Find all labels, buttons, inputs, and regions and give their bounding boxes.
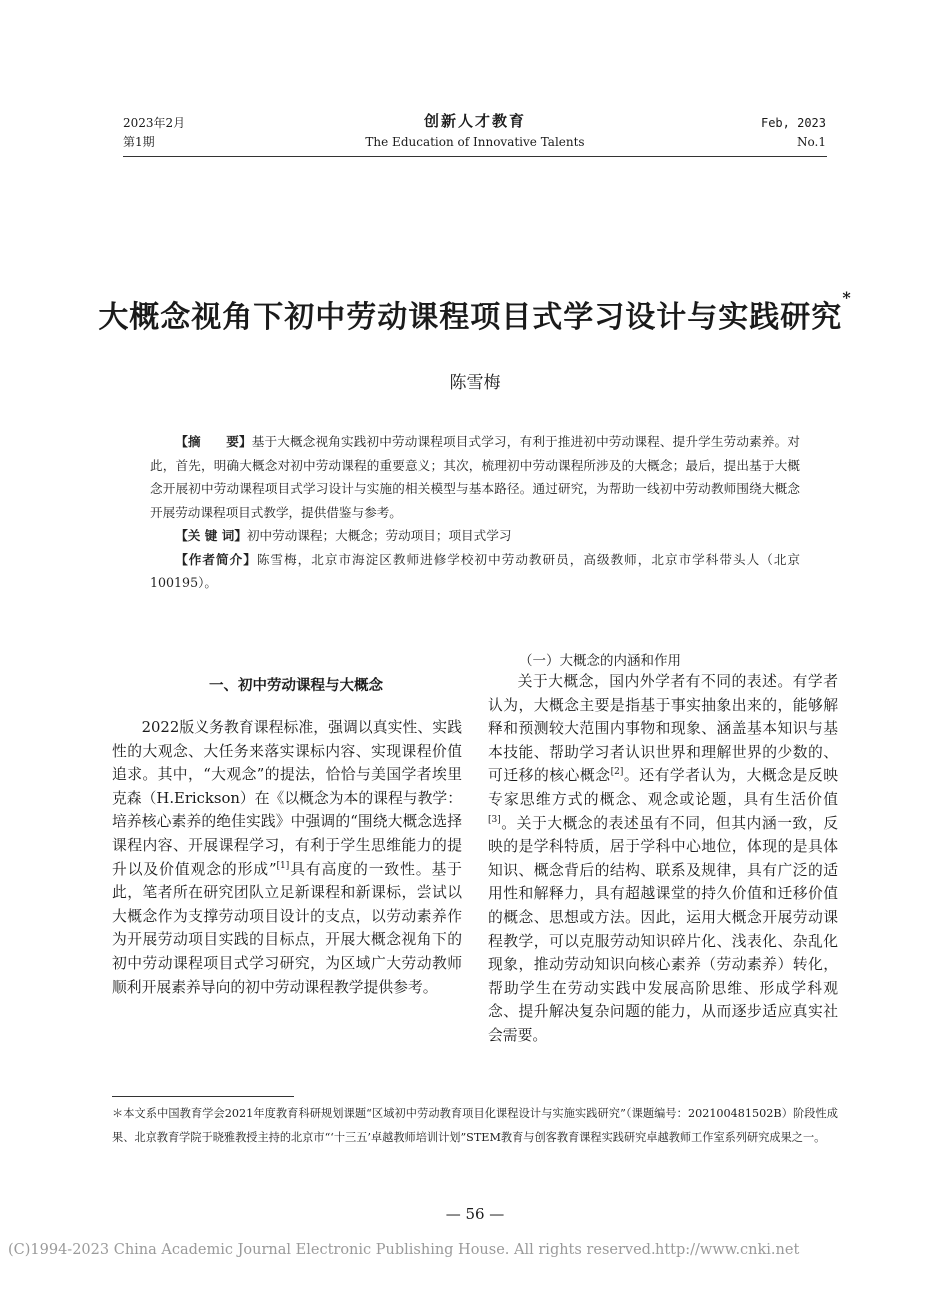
cnki-url[interactable]: http://www.cnki.net [655, 1242, 800, 1258]
author-name: 陈雪梅 [449, 373, 501, 393]
journal-title-en: The Education of Innovative Talents [365, 135, 585, 149]
left-paragraph [112, 716, 462, 999]
right-paragraph [488, 670, 838, 1048]
right-paragraph-text-c: 。关于大概念的表述虽有不同，但其内涵一致，反映的是学科特质，居于学科中心地位，体现的是具体知识、概念背后的结构、联系及规律，具有广泛的适用性和解释力，具有超越课堂的持久价值和迁移价值的概念、思想或方法。因此，运用大概念开展劳动课程教学，可以克服劳动知识碎片化、浅表化、杂乱化现象，推动劳动知识向核心素养（劳动素养）转化，帮助学生在劳动实践中发展高阶思维、形成学科观念、提升解决复杂问题的能力，从而逐步适应真实社会需要。 [488, 814, 838, 1044]
keywords [150, 524, 800, 548]
keywords-label: 【关 键 词】 [175, 528, 247, 543]
article-title [0, 288, 950, 336]
bio-text: 陈雪梅，北京市海淀区教师进修学校初中劳动教研员，高级教师，北京市学科带头人（北京 100195）。 [150, 551, 801, 590]
section-heading-1: 一、初中劳动课程与大概念 [209, 678, 383, 694]
citation-2: [2] [610, 767, 624, 778]
left-paragraph-text-b: 具有高度的一致性。基于此，笔者所在研究团队立足新课程和新课标，尝试以大概念作为支撑劳动项目设计的支点，以劳动素养作为开展劳动项目实践的目标点，开展大概念视角下的初中劳动课程项目式学习研究，为区域广大劳动教师顺利开展素养导向的初中劳动课程教学提供参考。 [112, 860, 462, 996]
article-title-text: 大概念视角下初中劳动课程项目式学习设计与实践研究 [98, 300, 843, 335]
header-date: 2023年2月 [123, 116, 186, 130]
right-paragraph-text-a: 关于大概念，国内外学者有不同的表述。有学者认为，大概念主要是指基于事实抽象出来的，能够解释和预测较大范围内事物和现象、涵盖基本知识与基本技能、帮助学习者认识世界和理解世界的少数的、可迁移的核心概念 [488, 673, 838, 785]
keywords-text: 初中劳动课程；大概念；劳动项目；项目式学习 [246, 528, 512, 543]
subsection-heading: （一）大概念的内涵和作用 [519, 653, 682, 669]
abstract-label: 【摘 要】 [175, 434, 252, 449]
page-number: — 56 — [445, 1205, 505, 1223]
header-issue: 第1期 [123, 135, 155, 149]
header-date-en: Feb, 2023 [760, 116, 826, 130]
journal-title: 创新人才教育 [423, 112, 526, 130]
abstract-text: 基于大概念视角实践初中劳动课程项目式学习，有利于推进初中劳动课程、提升学生劳动素养。对此，首先，明确大概念对初中劳动课程的重要意义；其次，梳理初中劳动课程所涉及的大概念；最后，提出基于大概念开展初中劳动课程项目式学习设计与实施的相关模型与基本路径。通过研究，为帮助一线初中劳动教师围绕大概念开展劳动课程项目式教学，提供借鉴与参考。 [150, 434, 801, 520]
header-issue-en: No.1 [797, 135, 826, 149]
right-paragraph-text-b: 。还有学者认为，大概念是反映专家思维方式的概念、观念或论题，具有生活价值 [488, 767, 838, 808]
left-column [112, 716, 462, 999]
right-column [488, 670, 838, 1048]
footnote: ＊本文系中国教育学会2021年度教育科研规划课题“区域初中劳动教育项目化课程设计与实施实践研究”（课题编号：202100481502B）阶段性成果、北京教育学院于晓雅教授主持的北京市“‘十三五’卓越教师培训计划”STEM教育与创客教育课程实践研究卓越教师工作室系列研究成果之一。 [112, 1107, 838, 1144]
abstract [150, 430, 800, 524]
header-rule [123, 156, 827, 157]
bio-label: 【作者简介】 [175, 551, 257, 567]
citation-1: [1] [276, 860, 290, 871]
abstract-block [150, 430, 800, 595]
title-footnote-mark: * [842, 288, 852, 307]
left-paragraph-text-a: 2022版义务教育课程标准，强调以真实性、实践性的大观念、大任务来落实课标内容、实现课程价值追求。其中，“大观念”的提法，恰恰与美国学者埃里克森（H.Erickson）在《以概念为本的课程与教学：培养核心素养的绝佳实践》中强调的“围绕大概念选择课程内容、开展课程学习，有利于学生思维能力的提升以及价值观念的形成” [112, 719, 462, 878]
copyright-watermark: (C)1994-2023 China Academic Journal Electronic Publishing House. All rights reserved. [8, 1242, 656, 1258]
author-bio [150, 548, 800, 595]
citation-3: [3] [488, 814, 501, 825]
footnote-rule [112, 1096, 294, 1097]
